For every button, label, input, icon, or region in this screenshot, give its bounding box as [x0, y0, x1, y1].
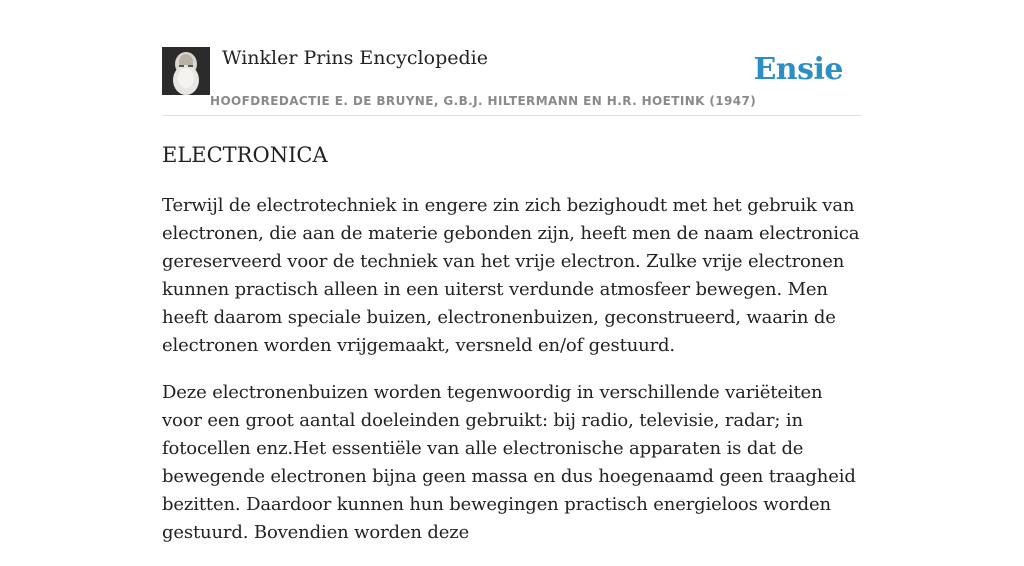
ensie-logo[interactable]: Ensie [753, 52, 843, 87]
article-paragraph: Terwijl de electrotechniek in engere zin zich bezighoudt met het gebruik van electronen, die aan de materie gebonden zijn, heeft men de naam electronica gereserveerd voor de techniek van het vrije electron. Zulke vrije electronen kunnen practisch alleen in een uiterst verdunde atmosfeer bewegen. Men heeft daarom speciale buizen, electronenbuizen, geconstrueerd, waarin de electronen worden vrijgemaakt, versneld en/of gestuurd. [162, 195, 860, 356]
editors-line: HOOFDREDACTIE E. DE BRUYNE, G.B.J. HILTERMANN EN H.R. HOETINK (1947) [210, 94, 757, 108]
site-header [162, 0, 862, 116]
article-paragraph: Deze electronenbuizen worden tegenwoordig in verschillende variëteiten voor een groot aantal doeleinden gebruikt: bij radio, televisie, radar; in fotocellen enz.Het essentiële van alle electronische apparaten is dat de bewegende electronen bijna geen massa en dus hoegenaamd geen traagheid bezitten. Daardoor kunnen hun bewegingen practisch energieloos worden gestuurd. Bovendien worden deze [162, 382, 856, 543]
article-body [162, 192, 862, 566]
publication-title[interactable]: Winkler Prins Encyclopedie [222, 47, 488, 69]
article-page [162, 0, 862, 543]
author-portrait-icon[interactable] [162, 47, 210, 95]
article-title: ELECTRONICA [162, 143, 328, 167]
